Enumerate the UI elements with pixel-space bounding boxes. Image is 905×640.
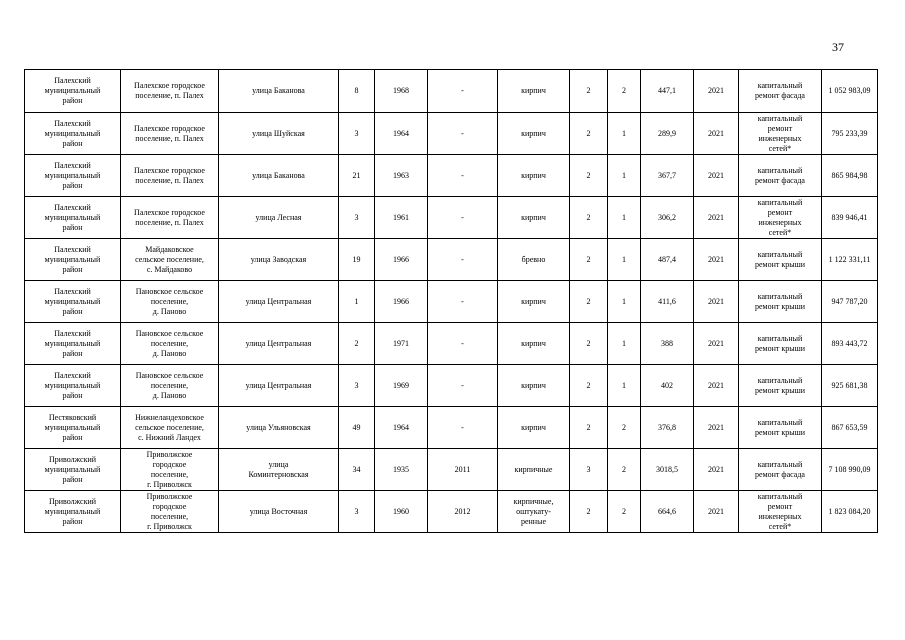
settlement-cell: Нижнеландеховское сельское поселение, с. Нижний Ландех (121, 407, 219, 449)
wall-material-cell: кирпич (498, 155, 570, 197)
cost-cell: 893 443,72 (822, 323, 878, 365)
settlement-cell: Приволжское городское поселение, г. Приволжск (121, 449, 219, 491)
area-cell: 447,1 (641, 70, 694, 113)
entrances-cell: 1 (608, 155, 641, 197)
build-year-cell: 1966 (375, 239, 428, 281)
house-number-cell: 3 (339, 491, 375, 533)
work-type-cell: капитальный ремонт крыши (739, 407, 822, 449)
build-year-cell: 1961 (375, 197, 428, 239)
entrances-cell: 1 (608, 365, 641, 407)
plan-year-cell: 2021 (694, 491, 739, 533)
cost-cell: 1 823 084,20 (822, 491, 878, 533)
build-year-cell: 1971 (375, 323, 428, 365)
table-row (25, 70, 878, 113)
district-cell: Палехский муниципальный район (25, 155, 121, 197)
entrances-cell: 1 (608, 281, 641, 323)
cost-cell: 867 653,59 (822, 407, 878, 449)
last-repair-year-cell: - (428, 323, 498, 365)
cost-cell: 795 233,39 (822, 113, 878, 155)
entrances-cell: 1 (608, 323, 641, 365)
table-row (25, 155, 878, 197)
table-row (25, 113, 878, 155)
area-cell: 402 (641, 365, 694, 407)
house-number-cell: 1 (339, 281, 375, 323)
district-cell: Палехский муниципальный район (25, 365, 121, 407)
plan-year-cell: 2021 (694, 281, 739, 323)
district-cell: Палехский муниципальный район (25, 113, 121, 155)
settlement-cell: Приволжское городское поселение, г. Приволжск (121, 491, 219, 533)
street-cell: улица Центральная (219, 281, 339, 323)
last-repair-year-cell: - (428, 197, 498, 239)
table-row (25, 491, 878, 533)
floors-cell: 3 (570, 449, 608, 491)
build-year-cell: 1960 (375, 491, 428, 533)
plan-year-cell: 2021 (694, 197, 739, 239)
street-cell: улица Шуйская (219, 113, 339, 155)
floors-cell: 2 (570, 197, 608, 239)
plan-year-cell: 2021 (694, 113, 739, 155)
buildings-table (24, 69, 878, 533)
last-repair-year-cell: 2012 (428, 491, 498, 533)
street-cell: улица Баканова (219, 70, 339, 113)
plan-year-cell: 2021 (694, 449, 739, 491)
district-cell: Палехский муниципальный район (25, 70, 121, 113)
table-row (25, 281, 878, 323)
cost-cell: 1 052 983,09 (822, 70, 878, 113)
floors-cell: 2 (570, 239, 608, 281)
work-type-cell: капитальный ремонт крыши (739, 281, 822, 323)
build-year-cell: 1935 (375, 449, 428, 491)
district-cell: Пестяковский муниципальный район (25, 407, 121, 449)
last-repair-year-cell: - (428, 70, 498, 113)
work-type-cell: капитальный ремонт инженерных сетей* (739, 491, 822, 533)
district-cell: Приволжский муниципальный район (25, 449, 121, 491)
last-repair-year-cell: - (428, 155, 498, 197)
build-year-cell: 1969 (375, 365, 428, 407)
street-cell: улица Восточная (219, 491, 339, 533)
district-cell: Палехский муниципальный район (25, 239, 121, 281)
entrances-cell: 2 (608, 449, 641, 491)
house-number-cell: 49 (339, 407, 375, 449)
plan-year-cell: 2021 (694, 365, 739, 407)
area-cell: 376,8 (641, 407, 694, 449)
build-year-cell: 1968 (375, 70, 428, 113)
street-cell: улица Центральная (219, 365, 339, 407)
district-cell: Палехский муниципальный район (25, 281, 121, 323)
settlement-cell: Пановское сельское поселение, д. Паново (121, 281, 219, 323)
wall-material-cell: кирпич (498, 197, 570, 239)
work-type-cell: капитальный ремонт фасада (739, 449, 822, 491)
work-type-cell: капитальный ремонт крыши (739, 239, 822, 281)
plan-year-cell: 2021 (694, 155, 739, 197)
floors-cell: 2 (570, 407, 608, 449)
entrances-cell: 1 (608, 239, 641, 281)
house-number-cell: 3 (339, 365, 375, 407)
house-number-cell: 21 (339, 155, 375, 197)
street-cell: улица Лесная (219, 197, 339, 239)
table-row (25, 365, 878, 407)
last-repair-year-cell: - (428, 281, 498, 323)
work-type-cell: капитальный ремонт фасада (739, 155, 822, 197)
cost-cell: 839 946,41 (822, 197, 878, 239)
work-type-cell: капитальный ремонт инженерных сетей* (739, 197, 822, 239)
work-type-cell: капитальный ремонт крыши (739, 323, 822, 365)
street-cell: улица Заводская (219, 239, 339, 281)
area-cell: 3018,5 (641, 449, 694, 491)
wall-material-cell: кирпич (498, 70, 570, 113)
work-type-cell: капитальный ремонт крыши (739, 365, 822, 407)
last-repair-year-cell: - (428, 113, 498, 155)
settlement-cell: Палехское городское поселение, п. Палех (121, 197, 219, 239)
house-number-cell: 3 (339, 197, 375, 239)
street-cell: улица Баканова (219, 155, 339, 197)
wall-material-cell: кирпич (498, 365, 570, 407)
work-type-cell: капитальный ремонт инженерных сетей* (739, 113, 822, 155)
house-number-cell: 3 (339, 113, 375, 155)
table-row (25, 197, 878, 239)
floors-cell: 2 (570, 323, 608, 365)
wall-material-cell: кирпич (498, 281, 570, 323)
wall-material-cell: бревно (498, 239, 570, 281)
wall-material-cell: кирпич (498, 323, 570, 365)
plan-year-cell: 2021 (694, 239, 739, 281)
area-cell: 306,2 (641, 197, 694, 239)
floors-cell: 2 (570, 365, 608, 407)
floors-cell: 2 (570, 491, 608, 533)
wall-material-cell: кирпич (498, 407, 570, 449)
district-cell: Палехский муниципальный район (25, 197, 121, 239)
build-year-cell: 1966 (375, 281, 428, 323)
entrances-cell: 2 (608, 491, 641, 533)
district-cell: Приволжский муниципальный район (25, 491, 121, 533)
floors-cell: 2 (570, 281, 608, 323)
table-row (25, 323, 878, 365)
house-number-cell: 2 (339, 323, 375, 365)
table-body (25, 70, 878, 533)
street-cell: улица Коминтерновская (219, 449, 339, 491)
wall-material-cell: кирпичные, оштукату- ренные (498, 491, 570, 533)
work-type-cell: капитальный ремонт фасада (739, 70, 822, 113)
last-repair-year-cell: - (428, 407, 498, 449)
settlement-cell: Майдаковское сельское поселение, с. Майдаково (121, 239, 219, 281)
table-row (25, 407, 878, 449)
build-year-cell: 1964 (375, 113, 428, 155)
street-cell: улица Центральная (219, 323, 339, 365)
last-repair-year-cell: 2011 (428, 449, 498, 491)
area-cell: 487,4 (641, 239, 694, 281)
cost-cell: 947 787,20 (822, 281, 878, 323)
last-repair-year-cell: - (428, 239, 498, 281)
settlement-cell: Палехское городское поселение, п. Палех (121, 155, 219, 197)
settlement-cell: Палехское городское поселение, п. Палех (121, 113, 219, 155)
plan-year-cell: 2021 (694, 70, 739, 113)
area-cell: 367,7 (641, 155, 694, 197)
entrances-cell: 1 (608, 197, 641, 239)
wall-material-cell: кирпичные (498, 449, 570, 491)
cost-cell: 1 122 331,11 (822, 239, 878, 281)
floors-cell: 2 (570, 70, 608, 113)
table-row (25, 239, 878, 281)
entrances-cell: 1 (608, 113, 641, 155)
wall-material-cell: кирпич (498, 113, 570, 155)
house-number-cell: 19 (339, 239, 375, 281)
last-repair-year-cell: - (428, 365, 498, 407)
build-year-cell: 1964 (375, 407, 428, 449)
settlement-cell: Пановское сельское поселение, д. Паново (121, 323, 219, 365)
street-cell: улица Ульяновская (219, 407, 339, 449)
table-row (25, 449, 878, 491)
area-cell: 664,6 (641, 491, 694, 533)
plan-year-cell: 2021 (694, 407, 739, 449)
area-cell: 388 (641, 323, 694, 365)
cost-cell: 865 984,98 (822, 155, 878, 197)
build-year-cell: 1963 (375, 155, 428, 197)
cost-cell: 7 108 990,09 (822, 449, 878, 491)
cost-cell: 925 681,38 (822, 365, 878, 407)
house-number-cell: 34 (339, 449, 375, 491)
area-cell: 411,6 (641, 281, 694, 323)
entrances-cell: 2 (608, 70, 641, 113)
settlement-cell: Палехское городское поселение, п. Палех (121, 70, 219, 113)
area-cell: 289,9 (641, 113, 694, 155)
house-number-cell: 8 (339, 70, 375, 113)
settlement-cell: Пановское сельское поселение, д. Паново (121, 365, 219, 407)
page-number: 37 (832, 40, 844, 54)
floors-cell: 2 (570, 113, 608, 155)
entrances-cell: 2 (608, 407, 641, 449)
plan-year-cell: 2021 (694, 323, 739, 365)
district-cell: Палехский муниципальный район (25, 323, 121, 365)
floors-cell: 2 (570, 155, 608, 197)
